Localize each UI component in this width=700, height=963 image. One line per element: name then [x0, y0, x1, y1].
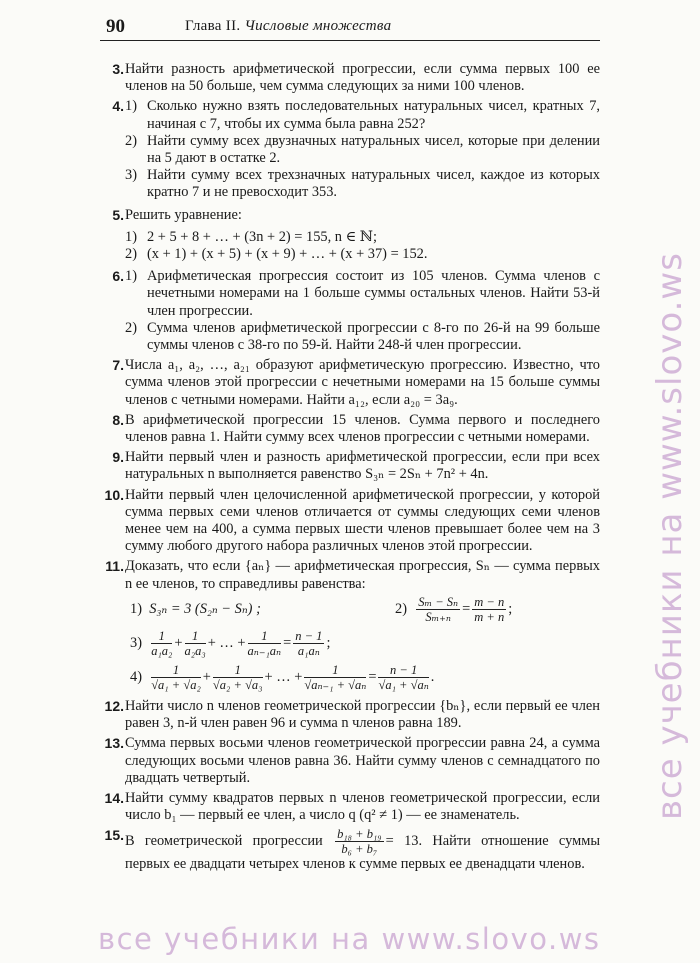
operator: + … +	[264, 669, 303, 686]
problem-text: Доказать, что если {aₙ} — арифметическая прогрессия, Sₙ — сумма первых n ее членов, то справедливы равенства:	[125, 558, 600, 592]
problem-4	[100, 98, 600, 201]
problem-7	[100, 357, 600, 409]
denominator: √a₁ + √a₂	[151, 678, 201, 693]
fraction	[293, 629, 324, 658]
fraction	[248, 629, 282, 658]
sub-text: (x + 1) + (x + 5) + (x + 9) + … + (x + 37) = 152.	[147, 246, 428, 263]
equation-row-4	[125, 661, 600, 695]
problem-text: Найти разность арифметической прогрессии, если сумма первых 100 ее членов на 50 больше, чем сумма следующих за ними 100 членов.	[125, 61, 600, 95]
fraction	[304, 663, 366, 692]
operator: +	[202, 669, 211, 686]
fraction	[416, 595, 460, 624]
denominator: m + n	[474, 610, 505, 625]
problem-number: 5 .	[100, 207, 124, 224]
problem-5	[100, 207, 600, 264]
equation-row-3	[125, 627, 600, 661]
fraction	[213, 663, 263, 692]
problem-text: Найти число n членов геометрической прогрессии {bₙ}, если первый ее член равен 3, n-й член равен 96 и сумма n членов равна 189.	[125, 697, 600, 732]
denominator: aₙ₋₁aₙ	[247, 644, 282, 659]
problem-number: 12 .	[100, 698, 124, 715]
problem-number: 8 .	[100, 412, 124, 429]
sub-label: 2 )	[125, 133, 137, 150]
numerator: n − 1	[295, 629, 323, 644]
sub-text: Арифметическая прогрессия состоит из 105 членов. Сумма членов с нечетными номерами на 1 больше суммы остальных членов. Найти 53-й член прогрессии.	[147, 268, 600, 319]
sub-label: 2 )	[125, 246, 137, 263]
operator: .	[430, 669, 435, 686]
problem-15	[100, 827, 600, 873]
sub-text: Найти сумму всех двузначных натуральных чисел, которые при делении на 5 дают в остатке 2.	[147, 132, 600, 167]
problem-number: 14 .	[100, 790, 124, 807]
numerator: 1	[185, 629, 206, 644]
subproblem	[125, 246, 600, 263]
problem-text: В арифметической прогрессии 15 членов. Сумма первого и последнего членов равна 1. Найти сумму всех членов прогрессии с четными номерами.	[125, 411, 600, 446]
problem-11	[100, 558, 600, 694]
side-watermark	[650, 120, 690, 820]
numerator: 1	[213, 663, 263, 678]
numerator: n − 1	[378, 663, 428, 678]
problem-3	[100, 61, 600, 95]
operator: ;	[508, 601, 513, 618]
denominator: √aₙ₋₁ + √aₙ	[304, 678, 367, 693]
numerator: 1	[248, 629, 282, 644]
problem-text: Сумма первых восьми членов геометрической прогрессии равна 24, а сумма следующих восьми членов равна 36. Найти сумму членов с семнадцатого по двадцать четвертый.	[125, 735, 600, 786]
operator: ;	[326, 635, 331, 652]
subproblem	[125, 229, 600, 246]
problem-text: Решить уравнение:	[125, 206, 242, 223]
problem-6	[100, 268, 600, 354]
bottom-watermark: все учебники на www.slovo.ws	[98, 922, 601, 956]
denominator: √a₁ + √aₙ	[378, 678, 429, 693]
denominator: √a₂ + √a₃	[212, 678, 263, 693]
fraction	[335, 827, 384, 856]
sub-text: Найти сумму всех трехзначных натуральных чисел, каждое из которых кратно 7 и не превосходит 353.	[147, 167, 600, 201]
problem-8	[100, 412, 600, 446]
fraction	[378, 663, 428, 692]
equation-1: 1) S₃ₙ = 3 (S₂ₙ − Sₙ) ;	[130, 601, 261, 618]
sub-label: 1 )	[125, 98, 137, 115]
subproblem	[125, 320, 600, 354]
sub-text: Сумма членов арифметической прогрессии с 8-го по 26-й на 99 больше суммы членов с 38-го по 59-й. Найти 248-й член прогрессии.	[147, 319, 600, 354]
sub-text: Сколько нужно взять последовательных натуральных чисел, кратных 7, начиная с 7, чтобы их сумма была равна 252?	[147, 98, 600, 132]
eq-text: S₃ₙ = 3 (S₂ₙ − Sₙ) ;	[149, 601, 261, 618]
equation-2: 2) $\frac{\text{Sₘ − Sₙ}}{\text{Sₘ₊ₙ}}$ = $\frac{m - n}{m + n}$ ;	[395, 595, 513, 625]
numerator: 1	[151, 629, 172, 644]
problem-text: Найти первый член целочисленной арифметической прогрессии, у которой сумма первых семи членов отличается от суммы следующих семи членов менее чем на 400, а сумма первых шести членов превышает более чем на 3 сумму любого другого набора различных членов этой прогрессии.	[125, 486, 600, 555]
watermark-text: все учебники на www.slovo.ws	[650, 252, 690, 820]
equation-4: 4) $\frac{1}{\text{√a₁ + √a₂}}$ + $\frac{1}{\text{√a₂ + √a₃}}$ + … + $\frac{1}{\text{√aₙ₋₁ + √aₙ}}$ = $\frac{n - 1}{\text{√a₁ + √aₙ}}$ .	[130, 663, 435, 693]
fraction	[185, 629, 206, 658]
numerator: Sₘ − Sₙ	[418, 595, 459, 610]
chapter-title: Числовые множества	[244, 18, 392, 34]
numerator: 1	[304, 663, 366, 678]
problem-text: Найти первый член и разность арифметической прогрессии, если при всех натуральных n выполняется равенство S₃ₙ = 2Sₙ + 7n² + 4n.	[125, 449, 600, 483]
fraction	[151, 629, 172, 658]
subproblem	[125, 133, 600, 167]
problem-14	[100, 790, 600, 824]
denominator: Sₘ₊ₙ	[425, 610, 451, 625]
chapter-label: Глава II.	[185, 18, 241, 34]
problem-number: 11 .	[100, 558, 124, 575]
problem-list	[100, 61, 600, 877]
problem-number: 13 .	[100, 735, 124, 752]
problem-12	[100, 698, 600, 732]
fraction	[151, 663, 201, 692]
sub-label: 3 )	[125, 167, 137, 184]
problem-number: 15 .	[100, 827, 124, 844]
operator: =	[283, 635, 292, 652]
equation-row-1-2	[125, 593, 600, 627]
fraction	[472, 595, 506, 624]
numerator: b₁₈ + b₁₉	[337, 827, 382, 842]
problem-10	[100, 487, 600, 556]
sub-label: 2 )	[125, 320, 137, 337]
problem-number: 4 .	[100, 98, 124, 115]
numerator: 1	[151, 663, 201, 678]
problem-number: 9 .	[100, 449, 124, 466]
page-number: 90	[106, 16, 125, 37]
subproblem	[125, 167, 600, 201]
problem-number: 6 .	[100, 268, 124, 285]
subproblem	[125, 268, 600, 320]
subproblem	[125, 98, 600, 132]
denominator: a₂a₃	[184, 644, 206, 659]
sub-text: 2 + 5 + 8 + … + (3n + 2) = 155, n ∈ ℕ;	[147, 228, 377, 245]
problem-text: Найти сумму квадратов первых n членов геометрической прогрессии, если число b₁ — первый ее член, а число q (q² ≠ 1) — ее знаменатель.	[125, 789, 600, 824]
problem-text: Числа a₁, a₂, …, a₂₁ образуют арифметическую прогрессию. Известно, что сумма членов этой прогрессии с нечетными номерами на 15 больше суммы членов с четными номерами. Найти a₁₂, если a₂₀ = 3a₉.	[125, 357, 600, 408]
problem-number: 7 .	[100, 357, 124, 374]
operator: =	[462, 601, 471, 618]
numerator: m − n	[474, 595, 505, 610]
problem-text: В геометрической прогрессии	[125, 833, 323, 850]
operator: =	[368, 669, 377, 686]
operator: + … +	[207, 635, 246, 652]
problem-number: 10 .	[100, 487, 124, 504]
problem-number: 3 .	[100, 61, 124, 78]
problem-13	[100, 735, 600, 787]
problem-text: = 13. Найти отношение суммы первых ее двадцати четырех членов к сумме первых ее двенадцати членов.	[125, 833, 600, 873]
denominator: b₆ + b₇	[341, 842, 378, 857]
problem-9	[100, 449, 600, 483]
denominator: a₁aₙ	[297, 644, 320, 659]
sub-label: 1 )	[125, 229, 137, 246]
denominator: a₁a₂	[151, 644, 173, 659]
operator: +	[174, 635, 183, 652]
sub-label: 1 )	[125, 268, 137, 285]
running-title	[185, 18, 391, 35]
equation-3: 3) $\frac{1}{\text{a₁a₂}}$ + $\frac{1}{\text{a₂a₃}}$ + … + $\frac{1}{\text{aₙ₋₁aₙ}}$ = $\frac{n - 1}{\text{a₁aₙ}}$ ;	[130, 629, 331, 659]
page-header	[100, 12, 600, 41]
